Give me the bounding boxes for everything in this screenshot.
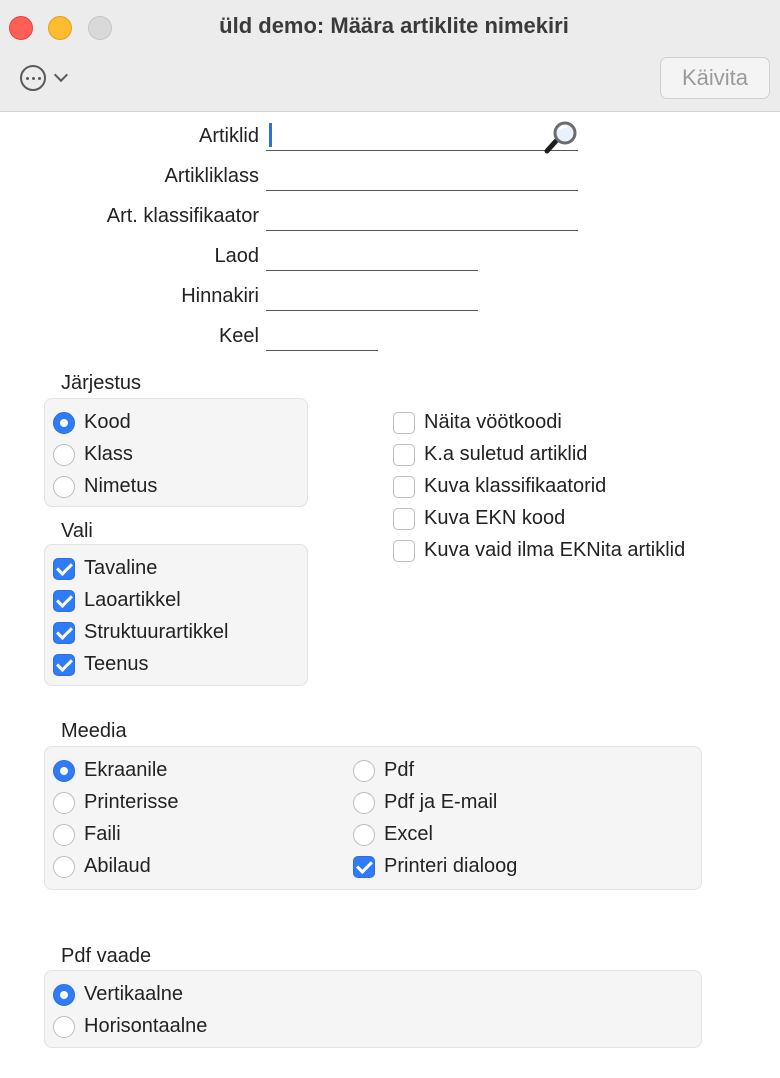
checkbox-indicator (393, 476, 415, 498)
meedia-abilaud-radio[interactable]: Abilaud (53, 855, 151, 878)
run-button[interactable]: Käivita (660, 57, 770, 99)
checkbox-indicator (53, 622, 75, 644)
naita-vootkoodi-checkbox[interactable]: Näita vöötkoodi (393, 411, 562, 434)
radio-indicator (53, 476, 75, 498)
hinnakiri-label: Hinnakiri (181, 285, 259, 307)
laod-label: Laod (214, 245, 259, 267)
meedia-excel-radio[interactable]: Excel (353, 823, 433, 846)
keel-label: Keel (218, 325, 259, 347)
radio-indicator (53, 412, 75, 434)
radio-indicator (53, 984, 75, 1006)
checkbox-indicator (393, 444, 415, 466)
hinnakiri-input[interactable] (266, 283, 478, 311)
more-actions-button[interactable] (20, 64, 82, 92)
printeri-dialoog-checkbox[interactable]: Printeri dialoog (353, 855, 517, 878)
meedia-ekraanile-radio[interactable]: Ekraanile (53, 759, 167, 782)
artikliklass-label: Artikliklass (164, 165, 259, 187)
checkbox-indicator (53, 654, 75, 676)
meedia-label: Meedia (61, 720, 127, 742)
radio-indicator (53, 1016, 75, 1038)
meedia-faili-radio[interactable]: Faili (53, 823, 121, 846)
struktuurartikkel-checkbox[interactable]: Struktuurartikkel (53, 621, 229, 644)
radio-indicator (53, 760, 75, 782)
keel-input[interactable] (266, 323, 378, 351)
ellipsis-icon (20, 65, 46, 91)
meedia-printerisse-radio[interactable]: Printerisse (53, 791, 178, 814)
sort-nimetus-radio[interactable]: Nimetus (53, 475, 157, 498)
sort-kood-radio[interactable]: Kood (53, 411, 131, 434)
checkbox-indicator (393, 540, 415, 562)
checkbox-indicator (353, 856, 375, 878)
artikliklass-input[interactable] (266, 163, 578, 191)
radio-indicator (353, 760, 375, 782)
radio-indicator (53, 792, 75, 814)
radio-indicator (353, 824, 375, 846)
pdf-horisontaalne-radio[interactable]: Horisontaalne (53, 1015, 207, 1038)
radio-indicator (353, 792, 375, 814)
checkbox-indicator (393, 412, 415, 434)
pdf-vertikaalne-radio[interactable]: Vertikaalne (53, 983, 183, 1006)
radio-indicator (53, 444, 75, 466)
laoartikkel-checkbox[interactable]: Laoartikkel (53, 589, 181, 612)
magnifier-icon[interactable] (543, 119, 579, 155)
checkbox-indicator (53, 558, 75, 580)
title-bar (0, 0, 780, 112)
radio-indicator (53, 824, 75, 846)
chevron-down-icon (54, 68, 68, 82)
checkbox-indicator (53, 590, 75, 612)
artiklid-input[interactable] (266, 123, 578, 151)
checkbox-indicator (393, 508, 415, 530)
radio-indicator (53, 856, 75, 878)
klassifikaator-input[interactable] (266, 203, 578, 231)
pdf-vaade-label: Pdf vaade (61, 945, 152, 967)
meedia-pdf-radio[interactable]: Pdf (353, 759, 414, 782)
vali-label: Vali (61, 520, 93, 542)
artiklid-label: Artiklid (198, 125, 259, 147)
suletud-artiklid-checkbox[interactable]: K.a suletud artiklid (393, 443, 587, 466)
meedia-pdf-email-radio[interactable]: Pdf ja E-mail (353, 791, 497, 814)
ilma-ekn-artiklid-checkbox[interactable]: Kuva vaid ilma EKNita artiklid (393, 539, 685, 562)
kuva-klassifikaatorid-checkbox[interactable]: Kuva klassifikaatorid (393, 475, 606, 498)
jarjestus-label: Järjestus (61, 372, 142, 394)
teenus-checkbox[interactable]: Teenus (53, 653, 149, 676)
kuva-ekn-kood-checkbox[interactable]: Kuva EKN kood (393, 507, 565, 530)
window-title: üld demo: Määra artiklite nimekiri (219, 13, 569, 38)
sort-klass-radio[interactable]: Klass (53, 443, 133, 466)
klassifikaator-label: Art. klassifikaator (106, 205, 259, 227)
laod-input[interactable] (266, 243, 478, 271)
text-cursor (269, 123, 272, 147)
tavaline-checkbox[interactable]: Tavaline (53, 557, 157, 580)
